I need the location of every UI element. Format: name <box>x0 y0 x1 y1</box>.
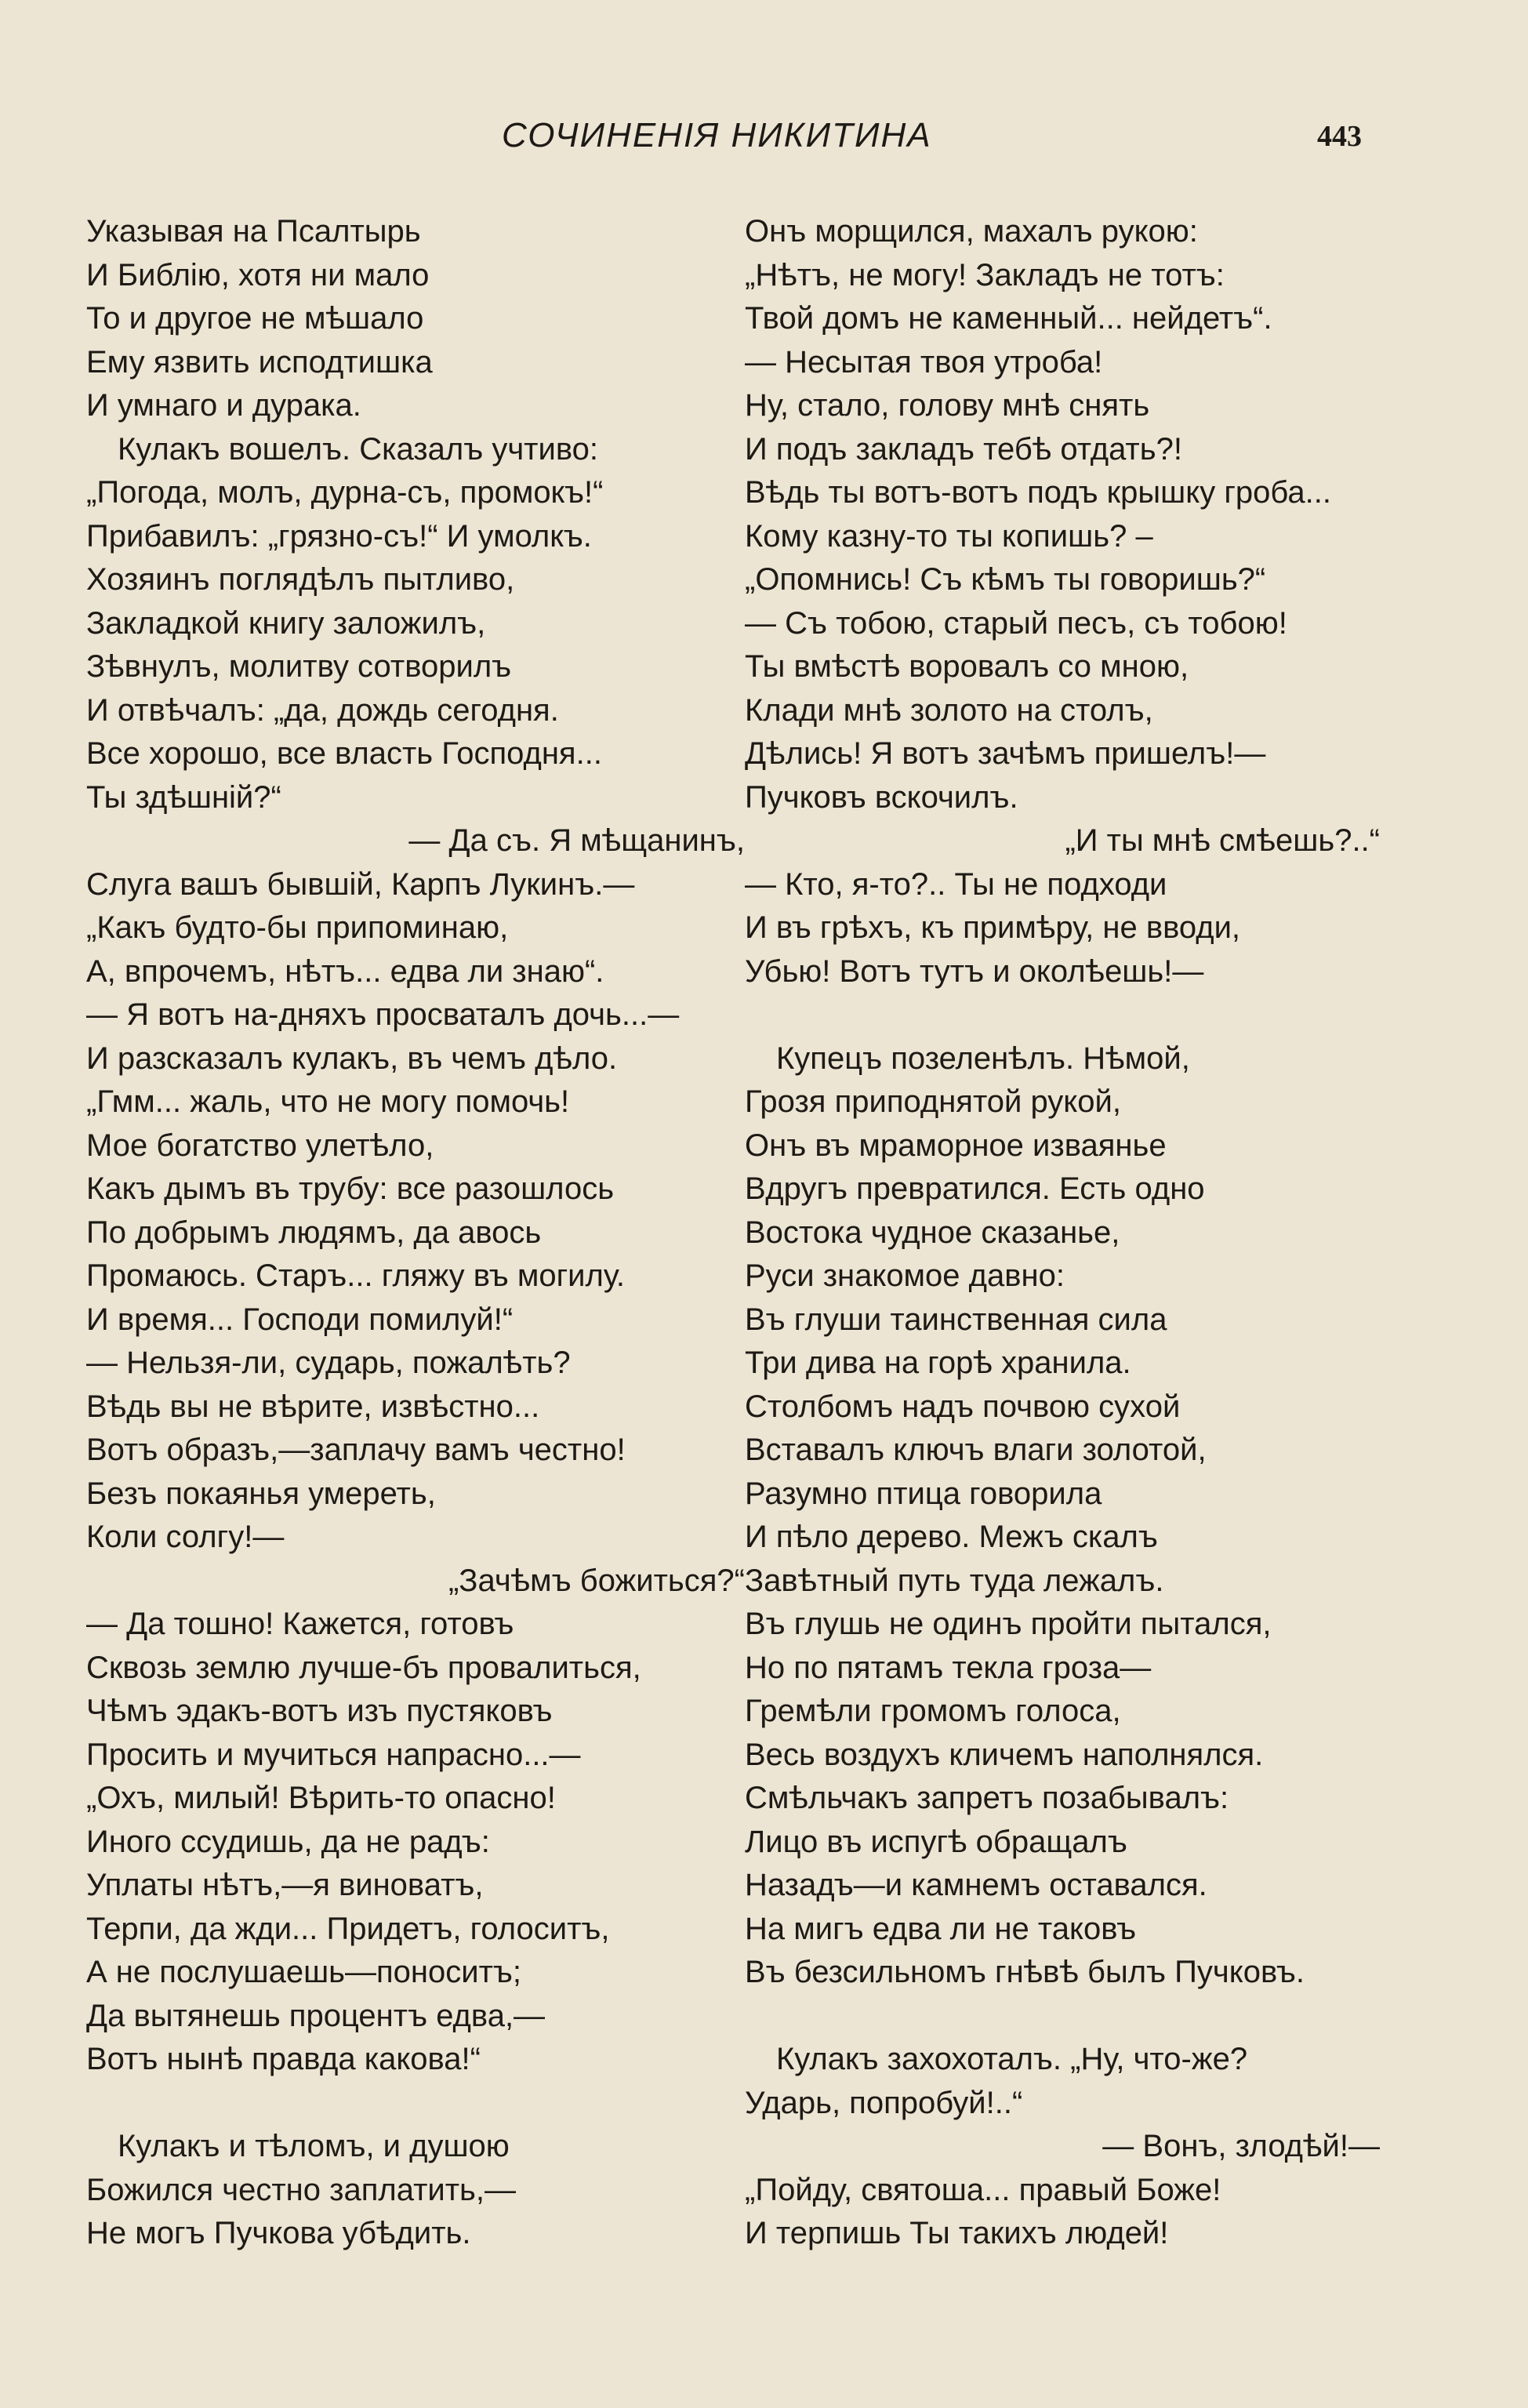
poem-line: „Нѣтъ, не могу! Закладъ не тотъ: <box>745 257 1225 292</box>
poem-line: Кулакъ вошелъ. Сказалъ учтиво: <box>118 431 599 467</box>
poem-line: — Вонъ, злодѣй!— <box>1102 2129 1380 2163</box>
left-column <box>86 210 745 2256</box>
poem-line: Онъ морщился, махалъ рукою: <box>745 214 1198 249</box>
poem-line: Кулакъ и тѣломъ, и душою <box>118 2129 510 2163</box>
poem-line: Терпи, да жди... Придетъ, голоситъ, <box>86 1911 610 1946</box>
poem-line: Назадъ—и камнемъ оставался. <box>745 1868 1207 1902</box>
stanza-gap <box>745 1995 1380 2039</box>
poem-line: Да вытянешь процентъ едва,— <box>86 1998 546 2033</box>
poem-line: Безъ покаянья умереть, <box>86 1476 436 1511</box>
poem-line: И пѣло дерево. Межъ скалъ <box>745 1520 1158 1554</box>
poem-line: И Библію, хотя ни мало <box>86 257 430 292</box>
poem-line: То и другое не мѣшало <box>86 301 424 336</box>
poem-line: Завѣтный путь туда лежалъ. <box>745 1563 1164 1598</box>
poem-line: Дѣлись! Я вотъ зачѣмъ пришелъ!— <box>745 736 1266 771</box>
poem-line: Все хорошо, все власть Господня... <box>86 736 602 771</box>
poem-line: Ты вмѣстѣ воровалъ со мною, <box>745 649 1189 684</box>
poem-line: Уплаты нѣтъ,—я виноватъ, <box>86 1868 484 1902</box>
poem-line: Вдругъ превратился. Есть одно <box>745 1171 1205 1206</box>
poem-line: Гремѣли громомъ голоса, <box>745 1694 1121 1728</box>
poem-line: Просить и мучиться напрасно...— <box>86 1737 581 1772</box>
poem-line: Весь воздухъ кличемъ наполнялся. <box>745 1737 1264 1772</box>
poem-line: Закладкой книгу заложилъ, <box>86 605 486 641</box>
poem-line: Прибавилъ: „грязно-съ!“ И умолкъ. <box>86 518 592 554</box>
poem-line: — Несытая твоя утроба! <box>745 344 1103 380</box>
running-head <box>0 116 1528 163</box>
poem-line: Кулакъ захохоталъ. „Ну, что-же? <box>776 2042 1248 2076</box>
poem-line: Мое богатство улетѣло, <box>86 1128 434 1163</box>
poem-line: „Гмм... жаль, что не могу помочь! <box>86 1084 570 1119</box>
poem-line: И разсказалъ кулакъ, въ чемъ дѣло. <box>86 1041 618 1076</box>
poem-line: А, впрочемъ, нѣтъ... едва ли знаю“. <box>86 953 604 989</box>
poem-line: Какъ дымъ въ трубу: все разошлось <box>86 1171 615 1206</box>
poem-line: Слуга вашъ бывшій, Карпъ Лукинъ.— <box>86 866 635 902</box>
poem-line: И отвѣчалъ: „да, дождь сегодня. <box>86 692 559 728</box>
poem-line: Клади мнѣ золото на столъ, <box>745 692 1153 728</box>
poem-line: Указывая на Псалтырь <box>86 214 421 249</box>
poem-line: На мигъ едва ли не таковъ <box>745 1911 1137 1946</box>
poem-line: „Погода, молъ, дурна-съ, промокъ!“ <box>86 475 604 510</box>
poem-line: Вотъ нынѣ правда какова!“ <box>86 2042 481 2076</box>
poem-line: Вѣдь вы не вѣрите, извѣстно... <box>86 1389 540 1424</box>
poem-line: Кому казну-то ты копишь? – <box>745 518 1153 554</box>
poem-line: Чѣмъ эдакъ-вотъ изъ пустяковъ <box>86 1694 553 1728</box>
poem-line: Божился честно заплатить,— <box>86 2172 517 2207</box>
poem-line: Но по пятамъ текла гроза— <box>745 1650 1152 1685</box>
page-number: 443 <box>1317 120 1362 153</box>
poem-line: Сквозь землю лучше-бъ провалиться, <box>86 1650 641 1685</box>
poem-line: Зѣвнулъ, молитву сотворилъ <box>86 649 512 684</box>
poem-line: Столбомъ надъ почвою сухой <box>745 1389 1181 1424</box>
poem-line: Ну, стало, голову мнѣ снять <box>745 388 1150 423</box>
poem-line: Иного ссудишь, да не радъ: <box>86 1824 490 1859</box>
poem-line: — Я вотъ на-дняхъ просваталъ дочь...— <box>86 997 680 1032</box>
poem-line: Пучковъ вскочилъ. <box>745 779 1018 815</box>
poem-line: И терпишь Ты такихъ людей! <box>745 2216 1169 2250</box>
poem-line: И подъ закладъ тебѣ отдать?! <box>745 431 1182 467</box>
poem-line: Разумно птица говорила <box>745 1476 1102 1511</box>
poem-line: „Опомнись! Съ кѣмъ ты говоришь?“ <box>745 562 1266 597</box>
poem-line: Убью! Вотъ тутъ и околѣешь!— <box>745 953 1204 989</box>
stanza-gap <box>745 993 1380 1037</box>
poem-line: И время... Господи помилуй!“ <box>86 1302 514 1337</box>
poem-line: „Пойду, святоша... правый Боже! <box>745 2172 1221 2207</box>
poem-line: Твой домъ не каменный... нейдетъ“. <box>745 301 1272 336</box>
poem-line: Въ глуши таинственная сила <box>745 1302 1167 1337</box>
poem-line: Грозя приподнятой рукой, <box>745 1084 1121 1119</box>
poem-line: — Съ тобою, старый песъ, съ тобою! <box>745 605 1287 641</box>
poem-line: И умнаго и дурака. <box>86 388 361 423</box>
stanza-gap <box>86 2082 745 2126</box>
poem-line: „Зачѣмъ божиться?“ <box>448 1563 745 1598</box>
poem-line: Онъ въ мраморное изваянье <box>745 1128 1167 1163</box>
poem-line: И въ грѣхъ, къ примѣру, не вводи, <box>745 910 1241 945</box>
poem-line: Ему язвить исподтишка <box>86 344 433 380</box>
poem-line: Въ глушь не одинъ пройти пытался, <box>745 1607 1272 1641</box>
poem-line: Вѣдь ты вотъ-вотъ подъ крышку гроба... <box>745 475 1331 510</box>
poem-line: „Охъ, милый! Вѣрить-то опасно! <box>86 1781 556 1815</box>
poem-line: — Да тошно! Кажется, готовъ <box>86 1607 514 1641</box>
poem-line: Хозяинъ поглядѣлъ пытливо, <box>86 562 515 597</box>
poem-line: Три дива на горѣ хранила. <box>745 1346 1131 1380</box>
poem-line: „И ты мнѣ смѣешь?..“ <box>1065 823 1380 858</box>
poem-line: Коли солгу!— <box>86 1520 285 1554</box>
poem-line: Лицо въ испугѣ обращалъ <box>745 1824 1127 1859</box>
poem-line: „Какъ будто-бы припоминаю, <box>86 910 509 945</box>
poem-line: Смѣльчакъ запретъ позабывалъ: <box>745 1781 1229 1815</box>
poem-line: Купецъ позеленѣлъ. Нѣмой, <box>776 1041 1190 1076</box>
right-column <box>745 210 1380 2256</box>
poem-line: Руси знакомое давно: <box>745 1258 1065 1293</box>
poem-line: Ударь, попробуй!..“ <box>745 2085 1023 2120</box>
poem-line: — Кто, я-то?.. Ты не подходи <box>745 866 1167 902</box>
poem-line: — Да съ. Я мѣщанинъ, <box>408 823 745 858</box>
poem-line: Вставалъ ключъ влаги золотой, <box>745 1433 1207 1467</box>
poem-line: А не послушаешь—поноситъ; <box>86 1955 522 1989</box>
poem-line: — Нельзя-ли, сударь, пожалѣть? <box>86 1346 571 1380</box>
poem-line: Не могъ Пучкова убѣдить. <box>86 2216 471 2250</box>
poem-line: Промаюсь. Старъ... гляжу въ могилу. <box>86 1258 625 1293</box>
poem-line: Ты здѣшній?“ <box>86 779 281 815</box>
running-title: СОЧИНЕНІЯ НИКИТИНА <box>502 116 932 154</box>
poem-line: По добрымъ людямъ, да авось <box>86 1215 542 1250</box>
poem-line: Востока чудное сказанье, <box>745 1215 1120 1250</box>
poem-line: Въ безсильномъ гнѣвѣ былъ Пучковъ. <box>745 1955 1305 1989</box>
poem-line: Вотъ образъ,—заплачу вамъ честно! <box>86 1433 626 1467</box>
